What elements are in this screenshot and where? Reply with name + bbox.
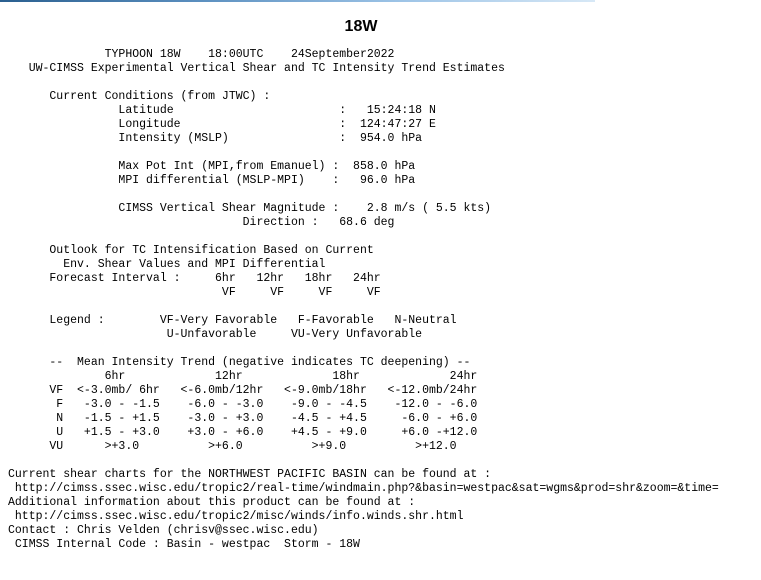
mpi-row: Max Pot Int (MPI,from Emanuel) : 858.0 hPa: [8, 160, 416, 173]
shear-direction-row: Direction : 68.6 deg: [8, 216, 395, 229]
trend-row-n: N -1.5 - +1.5 -3.0 - +3.0 -4.5 - +4.5 -6.0 - +6.0: [8, 412, 478, 425]
outlook-heading-line2: Env. Shear Values and MPI Differential: [8, 258, 326, 271]
contact-line: Contact : Chris Velden (chrisv@ssec.wisc.edu): [8, 524, 319, 537]
outlook-heading-line1: Outlook for TC Intensification Based on Current: [8, 244, 374, 257]
forecast-values-row: VF VF VF VF: [8, 286, 381, 299]
storm-header-line: TYPHOON 18W 18:00UTC 24September2022: [8, 48, 395, 61]
current-conditions-heading: Current Conditions (from JTWC) :: [8, 90, 271, 103]
trend-row-u: U +1.5 - +3.0 +3.0 - +6.0 +4.5 - +9.0 +6.0 -+12.0: [8, 426, 478, 439]
trend-row-f: F -3.0 - -1.5 -6.0 - -3.0 -9.0 - -4.5 -12.0 - -6.0: [8, 398, 478, 411]
intensity-row: Intensity (MSLP) : 954.0 hPa: [8, 132, 423, 145]
legend-line1: Legend : VF-Very Favorable F-Favorable N-Neutral: [8, 314, 457, 327]
info-link[interactable]: http://cimss.ssec.wisc.edu/tropic2/misc/winds/info.winds.shr.html: [8, 510, 464, 523]
top-accent-bar: [0, 0, 595, 2]
page-title: 18W: [344, 18, 378, 35]
mpi-differential-row: MPI differential (MSLP-MPI) : 96.0 hPa: [8, 174, 416, 187]
trend-row-vf: VF <-3.0mb/ 6hr <-6.0mb/12hr <-9.0mb/18hr <-12.0mb/24hr: [8, 384, 478, 397]
product-title-line: UW-CIMSS Experimental Vertical Shear and TC Intensity Trend Estimates: [8, 62, 505, 75]
forecast-interval-row: Forecast Interval : 6hr 12hr 18hr 24hr: [8, 272, 381, 285]
shear-charts-text: Current shear charts for the NORTHWEST PACIFIC BASIN can be found at :: [8, 468, 492, 481]
internal-code-line: CIMSS Internal Code : Basin - westpac Storm - 18W: [8, 538, 360, 551]
trend-row-vu: VU >+3.0 >+6.0 >+9.0 >+12.0: [8, 440, 457, 453]
latitude-row: Latitude : 15:24:18 N: [8, 104, 436, 117]
report-body: [8, 48, 719, 552]
additional-info-text: Additional information about this product can be found at :: [8, 496, 416, 509]
shear-charts-link[interactable]: http://cimss.ssec.wisc.edu/tropic2/real-time/windmain.php?&basin=westpac&sat=wgms&prod=shr&zoom=&time=: [8, 482, 719, 495]
trend-table-title: -- Mean Intensity Trend (negative indicates TC deepening) --: [8, 356, 471, 369]
longitude-row: Longitude : 124:47:27 E: [8, 118, 436, 131]
trend-table-header: 6hr 12hr 18hr 24hr: [8, 370, 478, 383]
shear-magnitude-row: CIMSS Vertical Shear Magnitude : 2.8 m/s ( 5.5 kts): [8, 202, 492, 215]
legend-line2: U-Unfavorable VU-Very Unfavorable: [8, 328, 423, 341]
